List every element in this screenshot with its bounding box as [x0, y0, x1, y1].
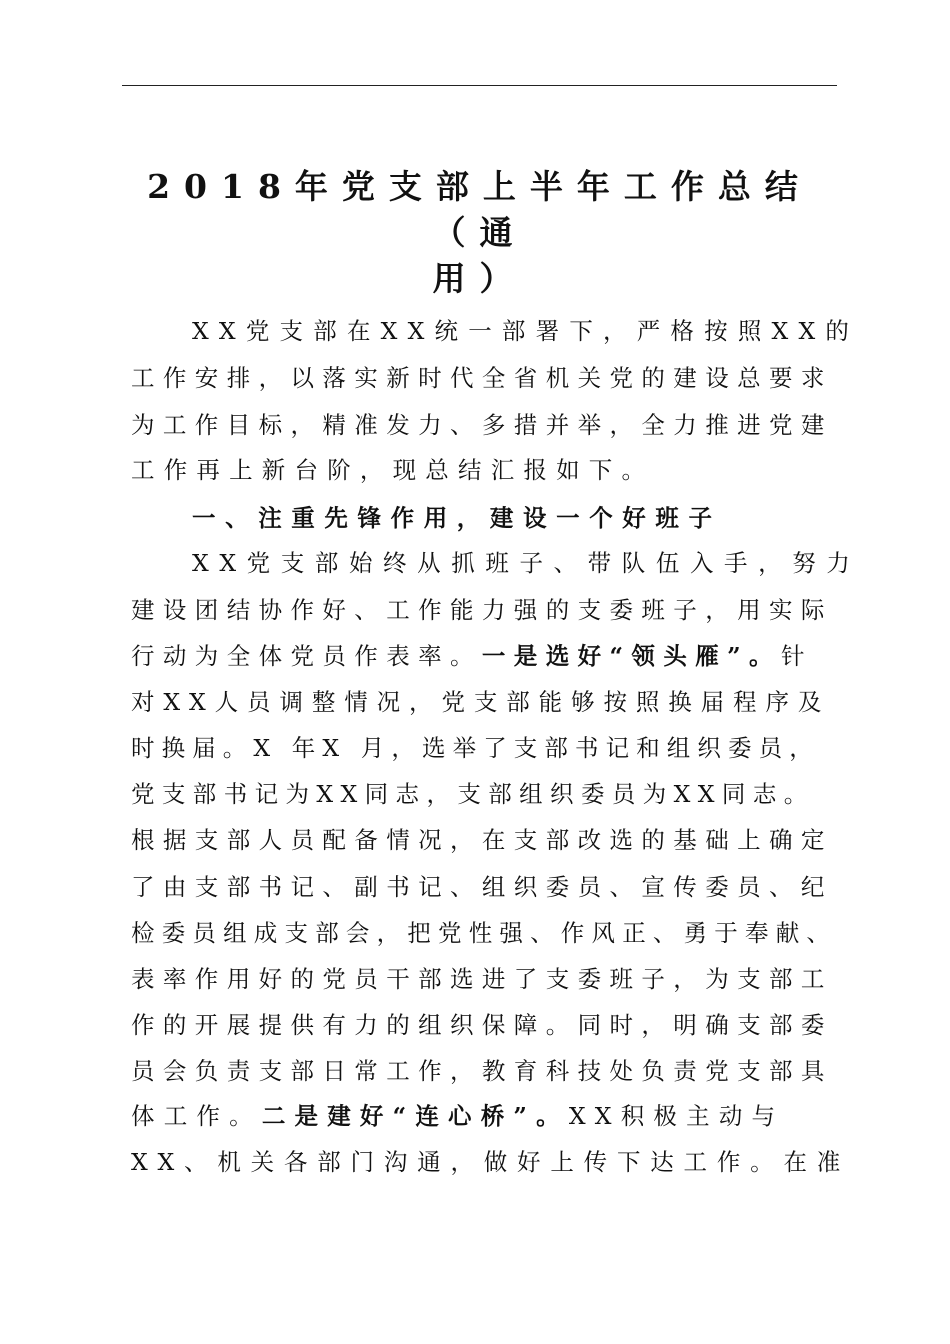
paragraph-line: 员会负责支部日常工作，教育科技处负责党支部具	[131, 1057, 833, 1085]
line-text: 针	[780, 642, 813, 670]
document-title	[122, 164, 837, 302]
title-line-2: 用）	[432, 259, 527, 298]
header-rule	[122, 85, 837, 86]
paragraph-line: 为工作目标，精准发力、多措并举，全力推进党建	[131, 411, 833, 439]
paragraph-line	[131, 1101, 784, 1131]
paragraph-line: 对XX人员调整情况，党支部能够按照换届程序及	[131, 688, 831, 716]
line-text: 行动为全体党员作表率。	[131, 642, 482, 670]
bold-phrase: 一是选好“领头雁”。	[481, 642, 781, 670]
paragraph-line: XX党支部始终从抓班子、带队伍入手，努力	[192, 549, 861, 577]
title-line-1: 2018年党支部上半年工作总结（通	[147, 167, 812, 252]
paragraph-line: 作的开展提供有力的组织保障。同时，明确支部委	[131, 1011, 833, 1039]
paragraph-line: 建设团结协作好、工作能力强的支委班子，用实际	[131, 596, 833, 624]
paragraph-line: 了由支部书记、副书记、组织委员、宣传委员、纪	[131, 873, 833, 901]
paragraph-line: 表率作用好的党员干部选进了支委班子，为支部工	[131, 965, 833, 993]
paragraph-line: 工作安排，以落实新时代全省机关党的建设总要求	[131, 364, 833, 392]
paragraph-line: 党支部书记为XX同志，支部组织委员为XX同志。	[131, 780, 815, 808]
paragraph-line: 时换届。X 年X 月，选举了支部书记和组织委员，	[131, 734, 820, 762]
line-text: XX积极主动与	[568, 1102, 785, 1130]
paragraph-line: XX、机关各部门沟通，做好上传下达工作。在准	[131, 1148, 851, 1176]
paragraph-line: 检委员组成支部会，把党性强、作风正、勇于奉献、	[131, 919, 838, 947]
paragraph-line: 根据支部人员配备情况，在支部改选的基础上确定	[131, 826, 833, 854]
paragraph-line: 工作再上新台阶，现总结汇报如下。	[131, 456, 655, 484]
bold-phrase: 二是建好“连心桥”。	[261, 1102, 569, 1130]
section-heading: 一、注重先锋作用，建设一个好班子	[192, 504, 722, 532]
paragraph-line	[131, 641, 813, 671]
line-text: 体工作。	[131, 1102, 262, 1130]
paragraph-line: XX党支部在XX统一部署下，严格按照XX的	[192, 317, 860, 345]
